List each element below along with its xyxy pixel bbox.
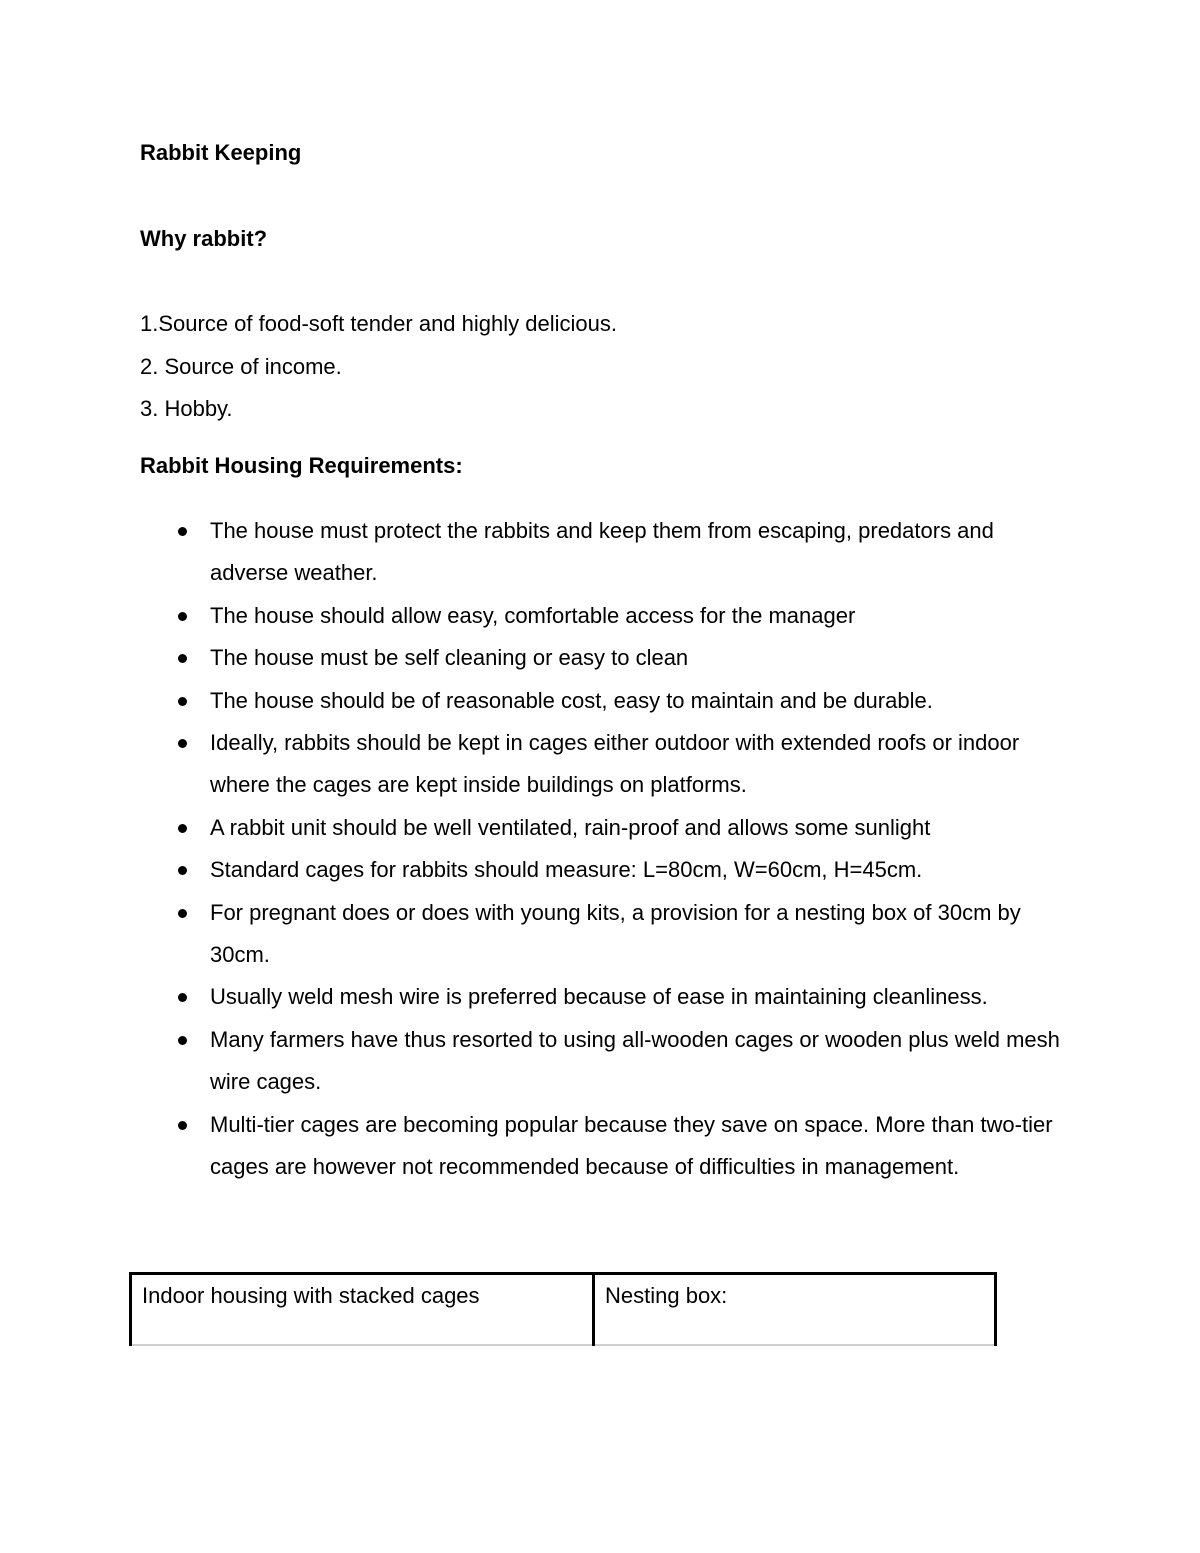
list-item-text: The house must be self cleaning or easy to clean xyxy=(210,645,689,671)
bullet-icon xyxy=(178,1036,187,1045)
housing-requirements-list xyxy=(140,510,1070,1189)
list-item-text: For pregnant does or does with young kits, a provision for a nesting box of 30cm by 30cm. xyxy=(210,899,1021,968)
list-item-text: Usually weld mesh wire is preferred because of ease in maintaining cleanliness. xyxy=(210,984,988,1010)
list-item-text: A rabbit unit should be well ventilated, rain-proof and allows some sunlight xyxy=(210,814,931,840)
list-item-text: The house should allow easy, comfortable access for the manager xyxy=(210,602,856,628)
document-title: Rabbit Keeping xyxy=(140,140,302,165)
list-item xyxy=(140,680,1070,722)
nesting-box-cell: Nesting box: xyxy=(594,1274,996,1346)
list-item xyxy=(140,849,1070,891)
indoor-housing-cell: Indoor housing with stacked cages xyxy=(131,1274,594,1346)
bullet-icon xyxy=(178,654,187,663)
list-item xyxy=(140,510,1070,595)
list-item xyxy=(140,976,1070,1018)
bullet-icon xyxy=(178,866,187,875)
list-item-text: Many farmers have thus resorted to using all-wooden cages or wooden plus weld mesh wire cages. xyxy=(210,1026,1060,1095)
housing-images-table xyxy=(129,1272,997,1346)
reasons-list xyxy=(140,310,617,438)
bullet-icon xyxy=(178,527,187,536)
bullet-icon xyxy=(178,612,187,621)
bullet-icon xyxy=(178,993,187,1002)
housing-requirements-heading: Rabbit Housing Requirements: xyxy=(140,453,463,478)
list-item: 2. Source of income. xyxy=(140,353,342,379)
list-item xyxy=(140,595,1070,637)
list-item xyxy=(140,807,1070,849)
bullet-icon xyxy=(178,697,187,706)
list-item xyxy=(140,1104,1070,1189)
bullet-icon xyxy=(178,824,187,833)
list-item xyxy=(140,722,1070,807)
list-item: 1.Source of food-soft tender and highly delicious. xyxy=(140,311,617,336)
bullet-icon xyxy=(178,1121,187,1130)
list-item xyxy=(140,892,1070,977)
list-item-text: The house should be of reasonable cost, easy to maintain and be durable. xyxy=(210,687,933,713)
list-item: 3. Hobby. xyxy=(140,396,233,421)
bullet-icon xyxy=(178,909,187,918)
list-item xyxy=(140,1019,1070,1104)
list-item-text: Multi-tier cages are becoming popular because they save on space. More than two-tier cages are however not recommended because of difficulties in management. xyxy=(210,1111,1053,1180)
list-item xyxy=(140,637,1070,679)
table-row xyxy=(131,1274,996,1346)
list-item-text: Standard cages for rabbits should measure: L=80cm, W=60cm, H=45cm. xyxy=(210,857,923,883)
bullet-icon xyxy=(178,739,187,748)
list-item-text: Ideally, rabbits should be kept in cages either outdoor with extended roofs or indoor where the cages are kept inside buildings on platforms. xyxy=(210,730,1020,798)
list-item-text: The house must protect the rabbits and keep them from escaping, predators and adverse weather. xyxy=(210,518,994,586)
why-rabbit-heading: Why rabbit? xyxy=(140,226,268,251)
